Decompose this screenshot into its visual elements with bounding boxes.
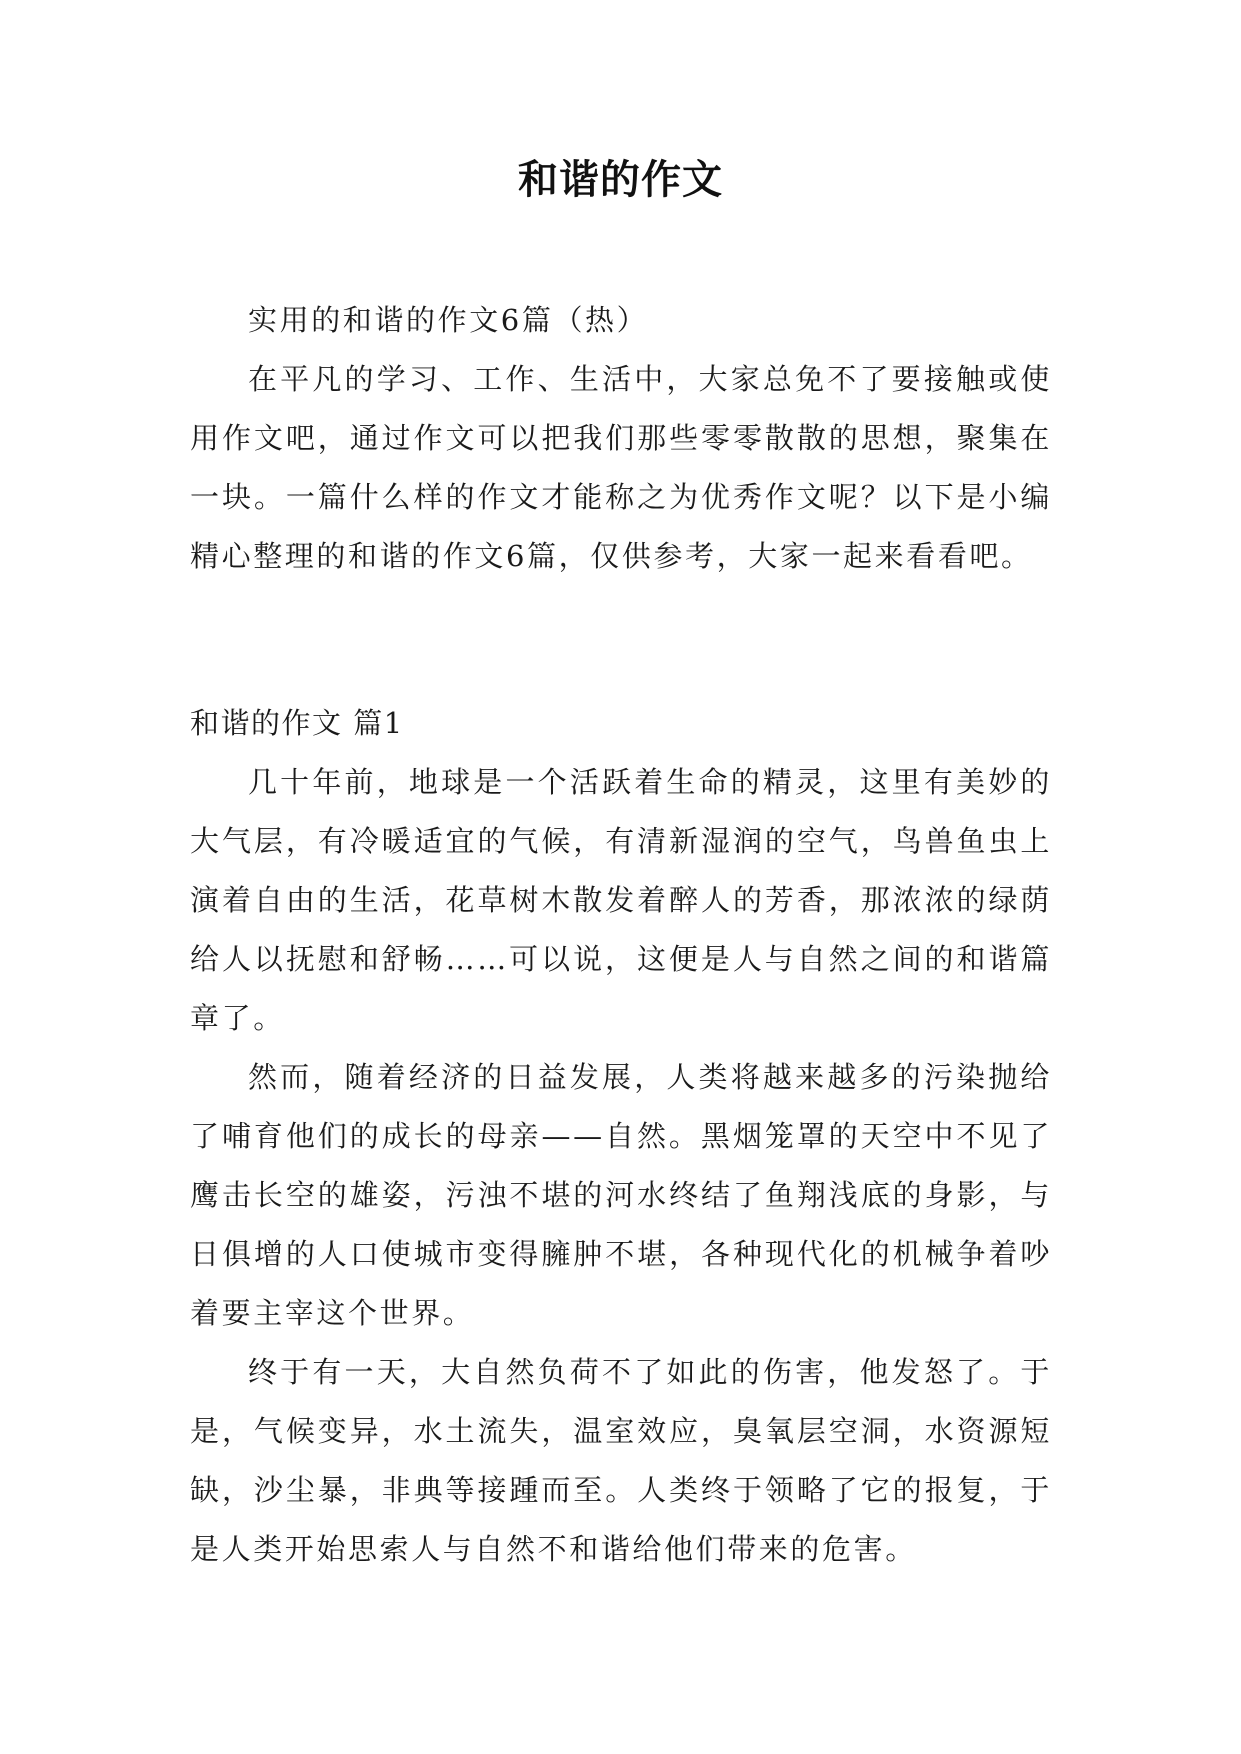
intro-paragraph-text: 在平凡的学习、工作、生活中，大家总免不了要接触或使用作文吧，通过作文可以把我们那些零零散散的思想，聚集在一块。一篇什么样的作文才能称之为优秀作文呢？以下是小编精心整理的和谐的作文6篇，仅供参考，大家一起来看看吧。: [190, 362, 1052, 573]
paragraph-2: [190, 1048, 1052, 1343]
section-heading-text: 和谐的作文 篇1: [190, 706, 404, 740]
intro-paragraph: [190, 350, 1052, 586]
paragraph-3-text: 终于有一天，大自然负荷不了如此的伤害，他发怒了。于是，气候变异，水土流失，温室效应，臭氧层空洞，水资源短缺，沙尘暴，非典等接踵而至。人类终于领略了它的报复，于是人类开始思索人与自然不和谐给他们带来的危害。: [190, 1355, 1052, 1566]
paragraph-1: [190, 753, 1052, 1048]
section-heading: [190, 694, 1052, 753]
intro-line-text: 实用的和谐的作文6篇（热）: [248, 303, 649, 337]
intro-line: [190, 291, 1052, 350]
paragraph-2-text: 然而，随着经济的日益发展，人类将越来越多的污染抛给了哺育他们的成长的母亲——自然。黑烟笼罩的天空中不见了鹰击长空的雄姿，污浊不堪的河水终结了鱼翔浅底的身影，与日俱增的人口使城市变得臃肿不堪，各种现代化的机械争着吵着要主宰这个世界。: [190, 1060, 1052, 1330]
paragraph-3: [190, 1343, 1052, 1579]
document-title: 和谐的作文: [518, 156, 723, 203]
paragraph-1-text: 几十年前，地球是一个活跃着生命的精灵，这里有美妙的大气层，有冷暖适宜的气候，有清新湿润的空气，鸟兽鱼虫上演着自由的生活，花草树木散发着醉人的芳香，那浓浓的绿荫给人以抚慰和舒畅……可以说，这便是人与自然之间的和谐篇章了。: [190, 765, 1052, 1035]
